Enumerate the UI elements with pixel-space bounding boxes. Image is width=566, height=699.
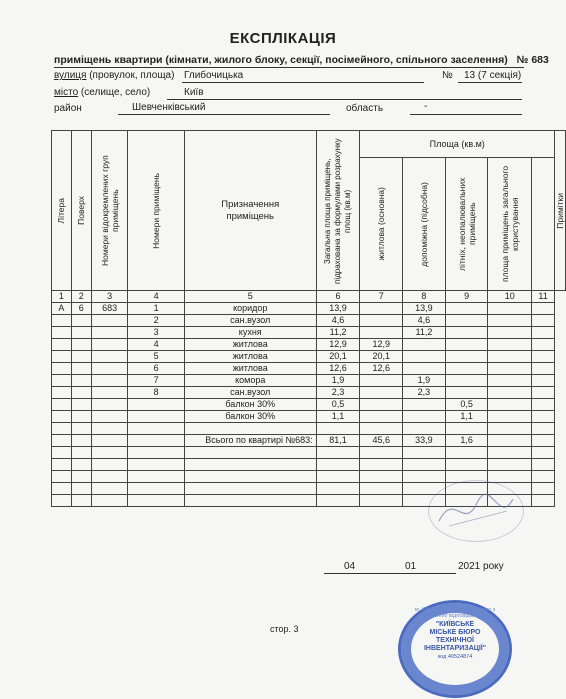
cell-litera (52, 339, 72, 351)
cell-num (128, 483, 184, 495)
cell-summer (445, 459, 488, 471)
cell-summer (445, 303, 488, 315)
cell-total (316, 459, 360, 471)
cell-living (360, 483, 403, 495)
header-area-group: Площа (кв.м) (360, 131, 555, 158)
cell-common (488, 303, 532, 315)
header-total-area: Загальна площа приміщень, підрахована за формулами розрахунку площ (кв.м) (316, 131, 360, 291)
column-number: 1 (52, 291, 72, 303)
cell-common (488, 363, 532, 375)
cell-aux (403, 339, 446, 351)
table-row (52, 303, 566, 315)
cell-summer (445, 363, 488, 375)
cell-litera (52, 351, 72, 363)
column-number: 6 (316, 291, 360, 303)
cell-num (128, 411, 184, 423)
cell-aux: 4,6 (403, 315, 446, 327)
header-purpose: Призначення приміщень (184, 131, 316, 291)
cell-num: 8 (128, 387, 184, 399)
cell-summer: 0,5 (445, 399, 488, 411)
official-seal (398, 600, 512, 698)
header-litera: Літера (52, 131, 72, 291)
district-underline (118, 114, 330, 115)
cell-purpose (184, 447, 316, 459)
city-value: Київ (184, 87, 204, 98)
document-subtitle (54, 54, 549, 66)
table-row (52, 399, 566, 411)
cell-common (488, 351, 532, 363)
region-label: область (346, 103, 384, 114)
cell-note (532, 495, 555, 507)
date-day: 04 (344, 561, 356, 572)
cell-total: 1,1 (316, 411, 360, 423)
cell-summer (445, 351, 488, 363)
cell-num (128, 399, 184, 411)
cell-total: 2,3 (316, 387, 360, 399)
cell-aux: 11,2 (403, 327, 446, 339)
cell-note (532, 411, 555, 423)
cell-group (91, 459, 128, 471)
cell-num (128, 471, 184, 483)
cell-floor (71, 411, 91, 423)
cell-living (360, 447, 403, 459)
cell-living: 20,1 (360, 351, 403, 363)
cell-group: 683 (91, 303, 128, 315)
cell-aux (403, 351, 446, 363)
cell-floor (71, 447, 91, 459)
cell-litera (52, 399, 72, 411)
header-auxiliary: допоміжна (підсобна) (403, 158, 446, 291)
cell-aux (403, 423, 446, 435)
cell-litera (52, 483, 72, 495)
subtitle-text: приміщень квартири (кімнати, жилого блоку, секції, посімейного, спільного заселення) (54, 54, 508, 66)
cell-common (488, 459, 532, 471)
cell-aux (403, 399, 446, 411)
header-floor: Поверх (71, 131, 91, 291)
cell-note (532, 387, 555, 399)
cell-floor (71, 363, 91, 375)
cell-litera (52, 495, 72, 507)
column-number: 5 (184, 291, 316, 303)
cell-group (91, 447, 128, 459)
signature (428, 480, 524, 542)
region-underline (410, 114, 522, 115)
header-living: житлова (основна) (360, 158, 403, 291)
cell-group (91, 495, 128, 507)
cell-litera: А (52, 303, 72, 315)
column-number: 7 (360, 291, 403, 303)
cell-living: 45,6 (360, 435, 403, 447)
cell-purpose: сан.вузол (184, 315, 316, 327)
date-year: 2021 року (458, 561, 504, 572)
table-row (52, 435, 566, 447)
cell-total: 13,9 (316, 303, 360, 315)
cell-aux: 1,9 (403, 375, 446, 387)
cell-total (316, 447, 360, 459)
cell-purpose: житлова (184, 363, 316, 375)
cell-litera (52, 315, 72, 327)
column-number: 3 (91, 291, 128, 303)
cell-summer (445, 339, 488, 351)
cell-floor (71, 339, 91, 351)
cell-living (360, 303, 403, 315)
column-number: 4 (128, 291, 184, 303)
cell-total: 1,9 (316, 375, 360, 387)
table-row (52, 411, 566, 423)
cell-summer: 1,1 (445, 411, 488, 423)
cell-total: 0,5 (316, 399, 360, 411)
cell-floor (71, 375, 91, 387)
cell-aux: 33,9 (403, 435, 446, 447)
header-room-numbers: Номери приміщень (128, 131, 184, 291)
cell-living (360, 459, 403, 471)
cell-summer (445, 315, 488, 327)
cell-num: 6 (128, 363, 184, 375)
cell-floor: 6 (71, 303, 91, 315)
cell-num: 4 (128, 339, 184, 351)
cell-group (91, 483, 128, 495)
seal-text: "КИЇВСЬКЕ МІСЬКЕ БЮРО ТЕХНІЧНОЇ ІНВЕНТАРИЗАЦІЇ" код 40524874 (423, 621, 487, 660)
header-common: площа приміщень загального користування (488, 158, 532, 291)
cell-total: 4,6 (316, 315, 360, 327)
cell-total: 12,6 (316, 363, 360, 375)
cell-purpose (184, 423, 316, 435)
cell-total: 12,9 (316, 339, 360, 351)
cell-purpose (184, 471, 316, 483)
column-number: 10 (488, 291, 532, 303)
cell-summer: 1,6 (445, 435, 488, 447)
cell-total (316, 423, 360, 435)
cell-note (532, 459, 555, 471)
cell-litera (52, 459, 72, 471)
cell-living (360, 315, 403, 327)
page-number: стор. 3 (270, 624, 299, 634)
city-underline (167, 99, 522, 100)
cell-aux (403, 363, 446, 375)
table-row (52, 459, 566, 471)
house-underline (458, 82, 522, 83)
cell-num: 7 (128, 375, 184, 387)
cell-num: 3 (128, 327, 184, 339)
cell-purpose: комора (184, 375, 316, 387)
cell-aux (403, 411, 446, 423)
cell-group (91, 375, 128, 387)
number-label: № (516, 54, 529, 66)
column-number-row (52, 291, 566, 303)
cell-purpose: сан.вузол (184, 387, 316, 399)
cell-note (532, 447, 555, 459)
district-label: район (54, 103, 82, 114)
table-row (52, 351, 566, 363)
cell-common (488, 375, 532, 387)
cell-floor (71, 399, 91, 411)
cell-living (360, 387, 403, 399)
cell-common (488, 399, 532, 411)
cell-note (532, 351, 555, 363)
cell-group (91, 387, 128, 399)
cell-purpose: кухня (184, 327, 316, 339)
cell-purpose: балкон 30% (184, 411, 316, 423)
cell-floor (71, 327, 91, 339)
cell-group (91, 363, 128, 375)
cell-floor (71, 483, 91, 495)
date-underline (324, 573, 456, 574)
cell-purpose: балкон 30% (184, 399, 316, 411)
cell-litera (52, 447, 72, 459)
cell-total (316, 471, 360, 483)
cell-note (532, 339, 555, 351)
cell-living: 12,9 (360, 339, 403, 351)
cell-group (91, 423, 128, 435)
cell-total (316, 483, 360, 495)
cell-living (360, 471, 403, 483)
cell-group (91, 339, 128, 351)
cell-floor (71, 351, 91, 363)
house-number-label: № (442, 70, 453, 81)
cell-group (91, 315, 128, 327)
street-label: вулиця (провулок, площа) (54, 70, 175, 81)
cell-floor (71, 315, 91, 327)
region-value: - (424, 101, 428, 112)
cell-num: 2 (128, 315, 184, 327)
cell-group (91, 327, 128, 339)
cell-summer (445, 423, 488, 435)
house-number-value: 13 (7 секція) (464, 70, 522, 81)
cell-floor (71, 495, 91, 507)
cell-common (488, 423, 532, 435)
cell-floor (71, 435, 91, 447)
cell-group (91, 471, 128, 483)
cell-common (488, 447, 532, 459)
table-row (52, 363, 566, 375)
cell-num (128, 447, 184, 459)
table-row (52, 327, 566, 339)
subtitle-underline (54, 67, 524, 68)
cell-living (360, 411, 403, 423)
cell-summer (445, 375, 488, 387)
cell-num: 5 (128, 351, 184, 363)
cell-litera (52, 435, 72, 447)
cell-num (128, 423, 184, 435)
cell-note (532, 399, 555, 411)
cell-note (532, 483, 555, 495)
city-label: місто (селище, село) (54, 87, 151, 98)
cell-purpose: коридор (184, 303, 316, 315)
cell-note (532, 363, 555, 375)
cell-litera (52, 411, 72, 423)
table-row (52, 387, 566, 399)
cell-living (360, 375, 403, 387)
cell-purpose: житлова (184, 351, 316, 363)
header-summer: літніх, неопалювальних приміщень (445, 158, 488, 291)
cell-aux (403, 447, 446, 459)
cell-purpose: житлова (184, 339, 316, 351)
cell-total: 11,2 (316, 327, 360, 339)
cell-aux: 2,3 (403, 387, 446, 399)
cell-litera (52, 471, 72, 483)
cell-common (488, 339, 532, 351)
column-number: 9 (445, 291, 488, 303)
cell-litera (52, 363, 72, 375)
cell-aux (403, 459, 446, 471)
cell-floor (71, 459, 91, 471)
cell-purpose (184, 483, 316, 495)
cell-summer (445, 447, 488, 459)
column-number: 8 (403, 291, 446, 303)
street-underline (182, 82, 424, 83)
header-notes: Примітки (555, 131, 566, 291)
cell-litera (52, 423, 72, 435)
cell-living (360, 399, 403, 411)
cell-group (91, 351, 128, 363)
district-value: Шевченківський (132, 102, 206, 113)
column-number: 2 (71, 291, 91, 303)
cell-note (532, 303, 555, 315)
cell-common (488, 315, 532, 327)
cell-common (488, 435, 532, 447)
seal-ring-text: м. Київ • Україна • Товариство з обмеженою відповідальністю (414, 607, 496, 619)
cell-summer (445, 327, 488, 339)
cell-purpose (184, 495, 316, 507)
cell-litera (52, 327, 72, 339)
table-row (52, 447, 566, 459)
cell-purpose (184, 459, 316, 471)
cell-num (128, 435, 184, 447)
document-title: ЕКСПЛІКАЦІЯ (229, 30, 337, 47)
cell-num (128, 459, 184, 471)
cell-note (532, 435, 555, 447)
cell-group (91, 435, 128, 447)
cell-floor (71, 471, 91, 483)
cell-litera (52, 375, 72, 387)
apartment-number: 683 (531, 54, 549, 66)
cell-total: 81,1 (316, 435, 360, 447)
cell-purpose: Всього по квартирі №683: (184, 435, 316, 447)
cell-total: 20,1 (316, 351, 360, 363)
header-row-top (52, 131, 566, 158)
street-value: Глибочицька (184, 70, 244, 81)
cell-aux: 13,9 (403, 303, 446, 315)
explication-table (51, 130, 566, 507)
cell-total (316, 495, 360, 507)
cell-group (91, 399, 128, 411)
cell-living (360, 327, 403, 339)
cell-note (532, 327, 555, 339)
cell-living: 12,6 (360, 363, 403, 375)
cell-floor (71, 423, 91, 435)
header-group-numbers: Номери відокремлених груп приміщень (91, 131, 128, 291)
cell-group (91, 411, 128, 423)
cell-summer (445, 387, 488, 399)
table-row (52, 315, 566, 327)
cell-note (532, 375, 555, 387)
cell-num: 1 (128, 303, 184, 315)
cell-litera (52, 387, 72, 399)
cell-note (532, 471, 555, 483)
table-row (52, 423, 566, 435)
cell-note (532, 423, 555, 435)
cell-num (128, 495, 184, 507)
cell-living (360, 495, 403, 507)
cell-floor (71, 387, 91, 399)
date-month: 01 (405, 561, 417, 572)
cell-living (360, 423, 403, 435)
column-number: 11 (532, 291, 555, 303)
table-row (52, 339, 566, 351)
cell-common (488, 411, 532, 423)
cell-note (532, 315, 555, 327)
cell-common (488, 387, 532, 399)
table-row (52, 375, 566, 387)
cell-common (488, 327, 532, 339)
